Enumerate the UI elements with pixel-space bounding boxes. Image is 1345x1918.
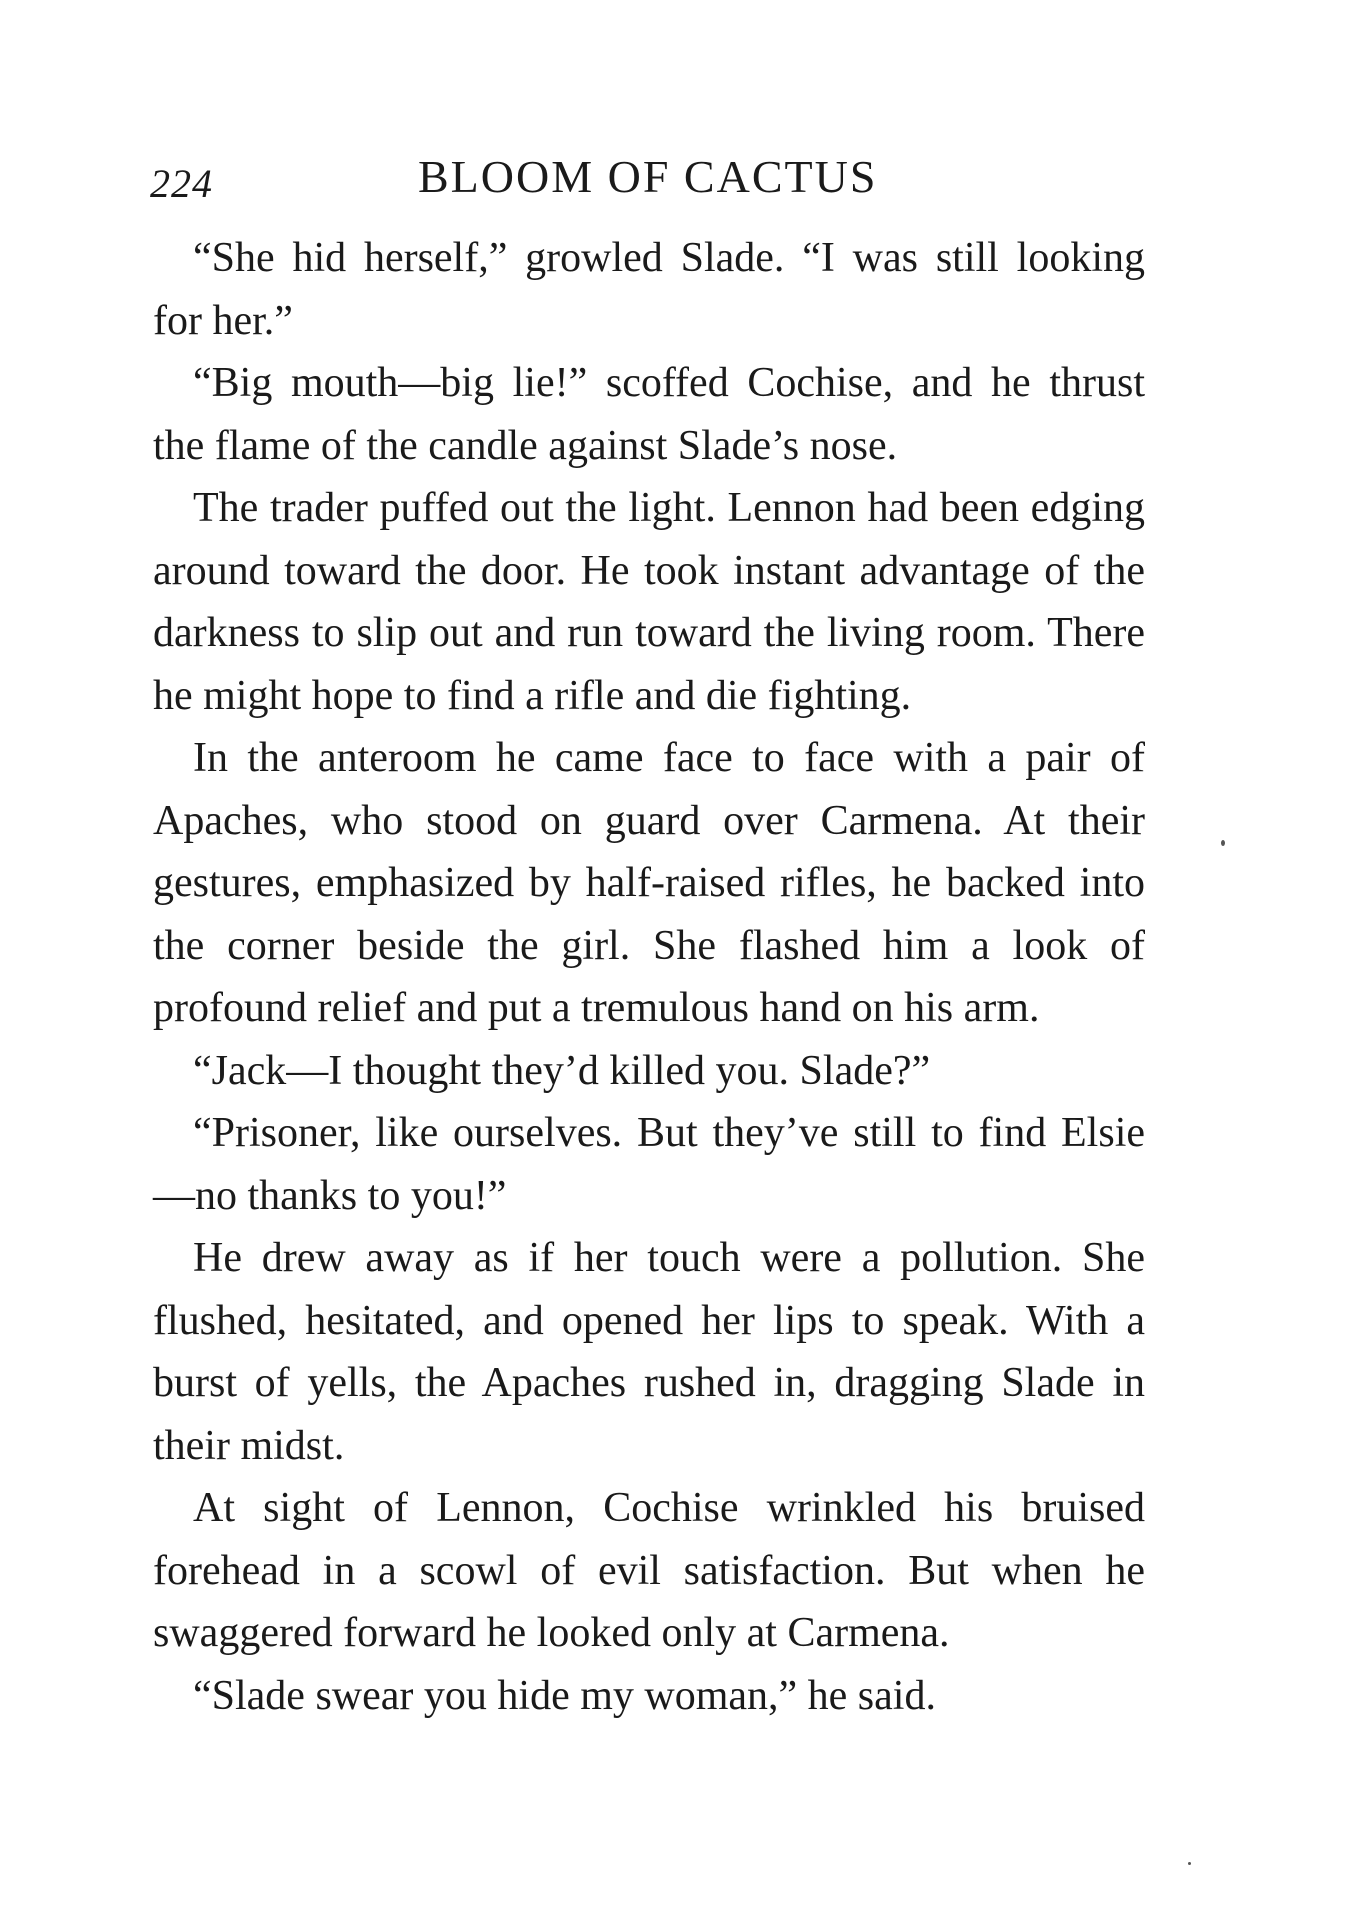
- page-number: 224: [150, 161, 213, 206]
- body-text: [153, 227, 1145, 1727]
- paragraph: “Slade swear you hide my woman,” he said.: [193, 1672, 936, 1719]
- running-head: [150, 150, 1150, 210]
- paragraph: “Jack—I thought they’d killed you. Slade?”: [193, 1047, 931, 1094]
- paragraph: In the anteroom he came face to face with a pair of Apaches, who stood on guard over Carmena. At their gestures, emphasized by half-raised rifles, he backed into the corner beside the girl. She flashed him a look of profound relief and put a tremulous hand on his arm.: [153, 735, 1145, 1031]
- paragraph: “Prisoner, like ourselves. But they’ve still to find Elsie—no thanks to you!”: [153, 1110, 1145, 1219]
- scan-speck: [1221, 840, 1225, 846]
- book-title: BLOOM OF CACTUS: [418, 151, 878, 202]
- paragraph: At sight of Lennon, Cochise wrinkled his bruised forehead in a scowl of evil satisfaction. But when he swaggered forward he looked only at Carmena.: [153, 1485, 1145, 1656]
- paragraph: The trader puffed out the light. Lennon had been edging around toward the door. He took instant advantage of the darkness to slip out and run toward the living room. There he might hope to find a rifle and die fighting.: [153, 485, 1145, 719]
- paragraph: “Big mouth—big lie!” scoffed Cochise, and he thrust the flame of the candle against Slade’s nose.: [153, 360, 1145, 469]
- scan-speck: [1188, 1862, 1191, 1865]
- paragraph: He drew away as if her touch were a pollution. She flushed, hesitated, and opened her lips to speak. With a burst of yells, the Apaches rushed in, dragging Slade in their midst.: [153, 1235, 1145, 1469]
- paragraph: “She hid herself,” growled Slade. “I was still looking for her.”: [153, 235, 1145, 344]
